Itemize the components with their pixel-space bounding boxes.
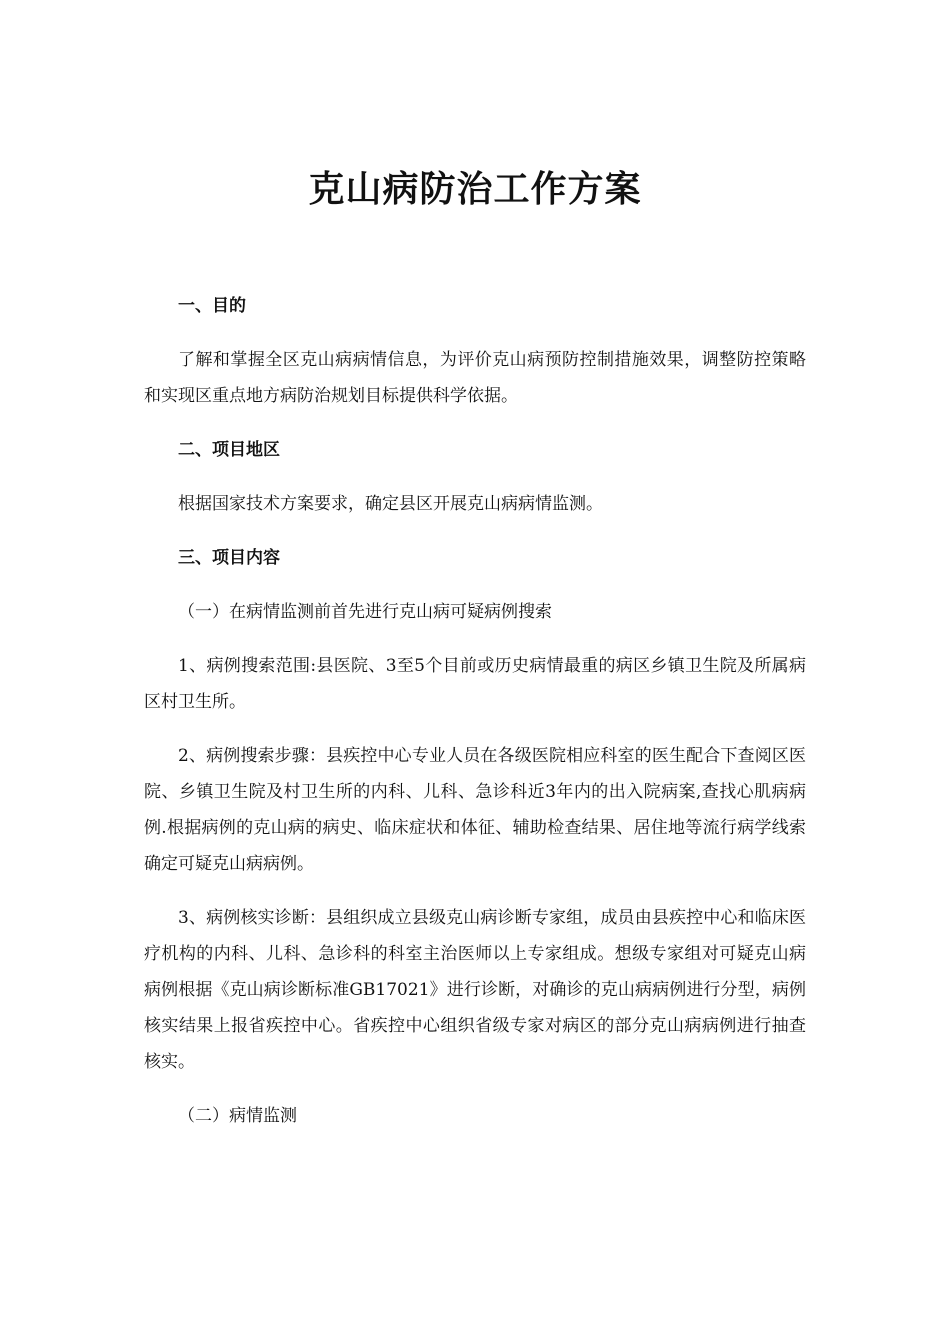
paragraph-search-steps: 2、病例搜索步骤：县疾控中心专业人员在各级医院相应科室的医生配合下查阅区医院、乡镇卫生院及村卫生所的内科、儿科、急诊科近3年内的出入院病案,查找心肌病病例.根据病例的克山病的病史、临床症状和体征、辅助检查结果、居住地等流行病学线索确定可疑克山病病例。 <box>144 746 806 874</box>
document-title: 克山病防治工作方案 <box>308 168 642 210</box>
section-heading-area: 二、项目地区 <box>178 440 280 460</box>
document-body <box>144 288 806 1152</box>
section-heading-purpose: 一、目的 <box>178 296 246 316</box>
subsection-case-search: （一）在病情监测前首先进行克山病可疑病例搜索 <box>178 602 552 622</box>
paragraph-purpose: 了解和掌握全区克山病病情信息，为评价克山病预防控制措施效果，调整防控策略和实现区重点地方病防治规划目标提供科学依据。 <box>144 350 806 406</box>
section-heading-content: 三、项目内容 <box>178 548 280 568</box>
paragraph-search-scope: 1、病例搜索范围:县医院、3至5个目前或历史病情最重的病区乡镇卫生院及所属病区村卫生所。 <box>144 656 806 712</box>
subsection-monitoring: （二）病情监测 <box>178 1106 297 1126</box>
paragraph-verification: 3、病例核实诊断：县组织成立县级克山病诊断专家组，成员由县疾控中心和临床医疗机构的内科、儿科、急诊科的科室主治医师以上专家组成。想级专家组对可疑克山病病例根据《克山病诊断标准GB17021》进行诊断，对确诊的克山病病例进行分型，病例核实结果上报省疾控中心。省疾控中心组织省级专家对病区的部分克山病病例进行抽查核实。 <box>144 908 806 1072</box>
paragraph-area: 根据国家技术方案要求，确定县区开展克山病病情监测。 <box>178 494 603 514</box>
